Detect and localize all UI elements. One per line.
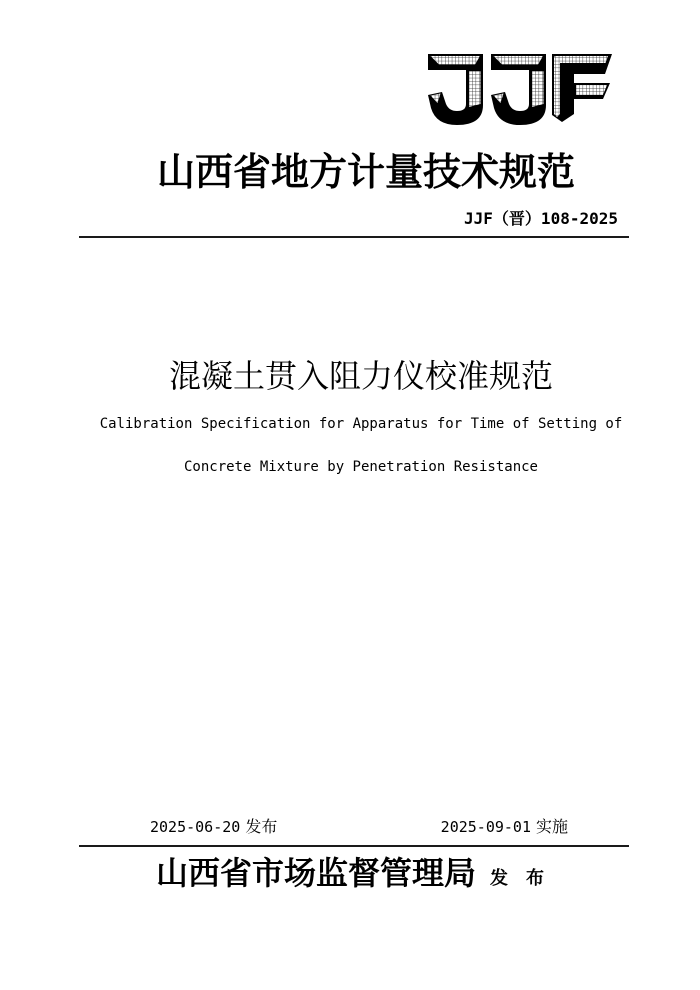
dates-row (79, 818, 629, 837)
logo-letter-j2 (491, 54, 546, 125)
header-rule (79, 236, 629, 238)
logo-letter-f (552, 54, 612, 122)
logo-letter-j1 (428, 54, 483, 125)
jjf-logo-icon (428, 54, 612, 126)
publish-word-2: 布 (526, 868, 544, 888)
issue-label: 发布 (245, 819, 278, 836)
main-title-english-line2: Concrete Mixture by Penetration Resistance (183, 459, 538, 475)
implement-date-group (441, 818, 568, 837)
main-title-english (0, 403, 700, 489)
issue-date: 2025-06-20 (150, 818, 241, 836)
publish-words (490, 864, 544, 890)
main-title-chinese: 混凝土贯入阻力仪校准规范 (168, 358, 553, 394)
standard-number: JJF（晋）108-2025 (464, 209, 618, 228)
implement-date: 2025-09-01 (440, 818, 531, 836)
footer-rule (79, 845, 629, 847)
issue-date-group (150, 818, 277, 837)
implement-label: 实施 (535, 819, 568, 836)
publish-word-1: 发 (490, 868, 508, 888)
publisher-row (0, 855, 700, 891)
series-title: 山西省地方计量技术规范 (156, 152, 575, 194)
publisher-name: 山西省市场监督管理局 (155, 855, 476, 891)
main-title-english-line1: Calibration Specification for Apparatus for Time of Setting of (99, 416, 623, 432)
